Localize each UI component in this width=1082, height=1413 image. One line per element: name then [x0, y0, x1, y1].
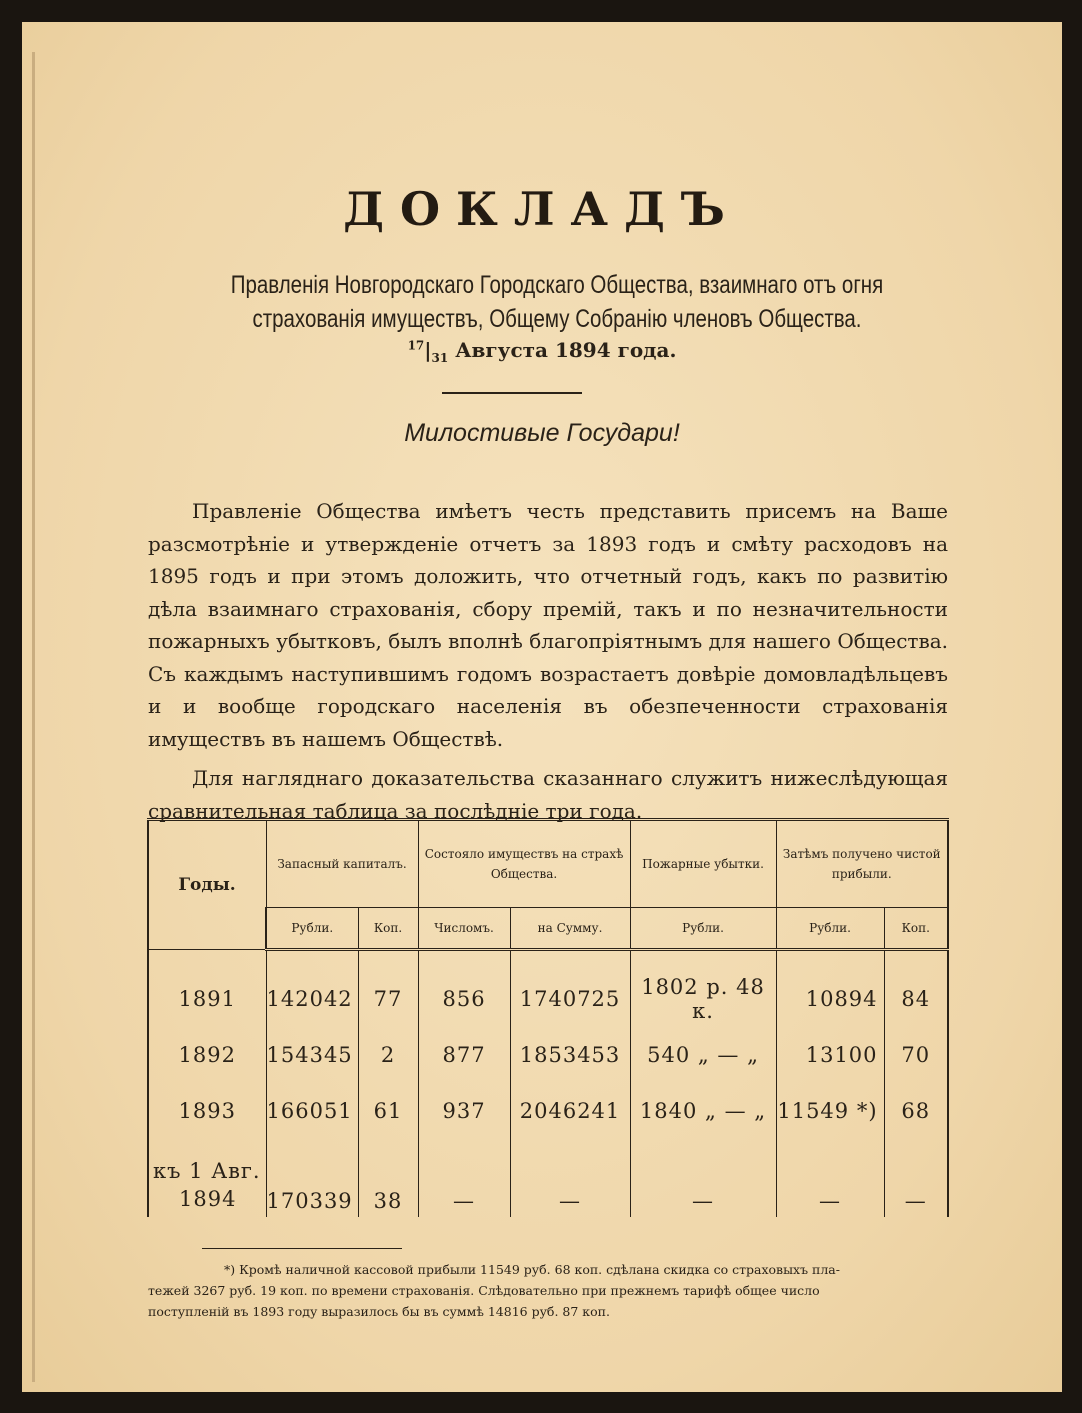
- footnote: [148, 1259, 948, 1322]
- cell-losses: 1840 „ — „: [630, 1083, 776, 1139]
- paragraph-table-intro: Для нагляднаго доказательства сказаннаго служитъ нижеслѣдующая сравнительная таблица за послѣдніе три года.: [148, 766, 948, 823]
- table-row: [148, 1083, 948, 1139]
- cell-reserve-rub: 154345: [266, 1027, 358, 1083]
- cell-losses: 540 „ — „: [630, 1027, 776, 1083]
- cell-profit-kop: 70: [884, 1027, 948, 1083]
- cell-year: 1892: [148, 1027, 266, 1083]
- header-losses: Пожарные убытки.: [630, 820, 776, 908]
- date-day-old: 17: [407, 338, 425, 353]
- report-subtitle: Правленія Новгородскаго Городскаго Общества, взаимнаго отъ огня страхованія имуществъ, Общему Собранію членовъ Общества.: [230, 271, 884, 333]
- cell-sum: 1853453: [510, 1027, 630, 1083]
- subheader-profit-rub: Рубли.: [776, 908, 884, 950]
- cell-losses: 1802 р. 48 к.: [630, 950, 776, 1028]
- subheader-losses-rub: Рубли.: [630, 908, 776, 950]
- cell-reserve-rub: 166051: [266, 1083, 358, 1139]
- cell-year: [148, 1139, 266, 1217]
- document-page: [22, 22, 1062, 1392]
- subheader-insured-count: Числомъ.: [418, 908, 510, 950]
- cell-count: 856: [418, 950, 510, 1028]
- cell-reserve-kop: 2: [358, 1027, 418, 1083]
- cell-losses: —: [630, 1139, 776, 1217]
- report-title: ДОКЛАДЪ: [343, 182, 741, 236]
- cell-sum: 1740725: [510, 950, 630, 1028]
- subheader-profit-kop: Коп.: [884, 908, 948, 950]
- title-divider: [442, 392, 582, 394]
- subheader-reserve-rub: Рубли.: [266, 908, 358, 950]
- salutation: Милостивые Государи!: [404, 419, 680, 447]
- cell-profit-rub: 11549 *): [776, 1083, 884, 1139]
- date-text: Августа 1894 года.: [455, 338, 677, 362]
- cell-profit-kop: 68: [884, 1083, 948, 1139]
- cell-count: 937: [418, 1083, 510, 1139]
- cell-reserve-rub: 142042: [266, 950, 358, 1028]
- cell-year: 1893: [148, 1083, 266, 1139]
- cell-count: 877: [418, 1027, 510, 1083]
- subheader-reserve-kop: Коп.: [358, 908, 418, 950]
- date-day-new: 31: [431, 351, 449, 365]
- header-profit: Затѣмъ получено чистой прибыли.: [776, 820, 948, 908]
- cell-reserve-kop: 38: [358, 1139, 418, 1217]
- footnote-divider: [202, 1248, 402, 1249]
- cell-profit-kop: 84: [884, 950, 948, 1028]
- report-date: $^{17}|_{31}$ Августа 1894 года.: [407, 338, 677, 365]
- comparison-table: [147, 818, 947, 1217]
- header-reserve: Запасный капиталъ.: [266, 820, 418, 908]
- cell-profit-kop: —: [884, 1139, 948, 1217]
- cell-profit-rub: —: [776, 1139, 884, 1217]
- cell-reserve-rub: 170339: [266, 1139, 358, 1217]
- footnote-line-3: поступленій въ 1893 году выразилось бы въ суммѣ 14816 руб. 87 коп.: [148, 1304, 610, 1319]
- header-insured: Состояло имуществъ на страхѣ Общества.: [418, 820, 630, 908]
- cell-profit-rub: 13100: [776, 1027, 884, 1083]
- table-row: [148, 1027, 948, 1083]
- cell-reserve-kop: 77: [358, 950, 418, 1028]
- cell-profit-rub: 10894: [776, 950, 884, 1028]
- paragraph-main: Правленіе Общества имѣетъ честь представить присемъ на Ваше разсмотрѣніе и утвержденіе отчетъ за 1893 годъ и смѣту расходовъ на 1895 годъ и при этомъ доложить, что отчетный годъ, какъ по развитію дѣла взаимнаго страхованія, сбору премій, такъ и по незначительности пожарныхъ убытковъ, былъ вполнѣ благопріятнымъ для нашего Общества. Съ каждымъ наступившимъ годомъ возрастаетъ довѣріе домовладѣльцевъ и и вообще городскаго населенія въ обезпеченности страхованія имуществъ въ нашемъ Обществѣ.: [148, 499, 948, 751]
- cell-year-prefix: къ 1 Авг.: [153, 1159, 261, 1183]
- header-years: Годы.: [148, 820, 266, 950]
- page-binding-edge: [32, 52, 35, 1382]
- cell-year: 1891: [148, 950, 266, 1028]
- table-row: [148, 1139, 948, 1217]
- cell-reserve-kop: 61: [358, 1083, 418, 1139]
- cell-count: —: [418, 1139, 510, 1217]
- cell-sum: —: [510, 1139, 630, 1217]
- footnote-line-1: *) Кромѣ наличной кассовой прибыли 11549 руб. 68 коп. сдѣлана скидка со страховыхъ пла-: [224, 1262, 840, 1277]
- subheader-insured-sum: на Сумму.: [510, 908, 630, 950]
- cell-sum: 2046241: [510, 1083, 630, 1139]
- table-row: [148, 950, 948, 1028]
- cell-year-value: 1894: [179, 1187, 237, 1211]
- footnote-line-2: тежей 3267 руб. 19 коп. по времени страхованія. Слѣдовательно при прежнемъ тарифѣ общее число: [148, 1283, 820, 1298]
